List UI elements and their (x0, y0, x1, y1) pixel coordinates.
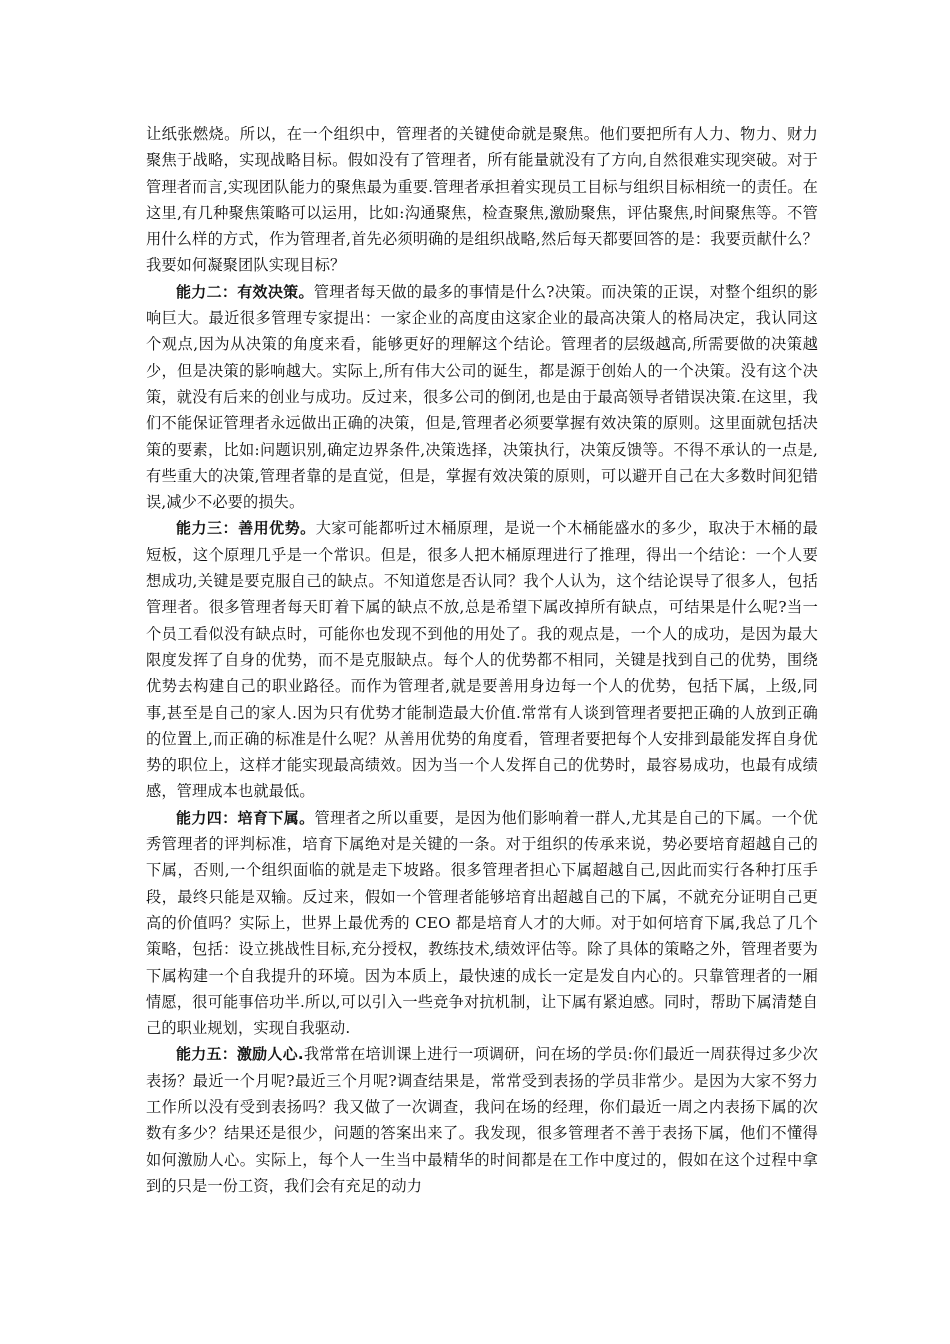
paragraph-heading: 能力二：有效决策。 (176, 282, 314, 301)
paragraph-ability-four (146, 805, 818, 1042)
paragraph-focus-continuation (146, 121, 818, 279)
paragraph-ability-five (146, 1041, 818, 1199)
paragraph-heading: 能力四：培育下属。 (176, 808, 315, 827)
paragraph-heading: 能力三：善用优势。 (176, 519, 316, 538)
paragraph-text: 让纸张燃烧。所以，在一个组织中，管理者的关键使命就是聚焦。他们要把所有人力、物力、财力聚焦于战略，实现战略目标。假如没有了管理者，所有能量就没有了方向,自然很难实现突破。对于管理者而言,实现团队能力的聚焦最为重要.管理者承担着实现员工目标与组织目标相统一的责任。在这里,有几种聚焦策略可以运用，比如:沟通聚焦，检查聚焦,激励聚焦，评估聚焦,时间聚焦等。不管用什么样的方式，作为管理者,首先必须明确的是组织战略,然后每天都要回答的是：我要贡献什么？我要如何凝聚团队实现目标？ (146, 125, 818, 275)
paragraph-ability-two (146, 279, 818, 516)
paragraph-text: 管理者每天做的最多的事情是什么?决策。而决策的正误，对整个组织的影响巨大。最近很多管理专家提出：一家企业的高度由这家企业的最高决策人的格局决定，我认同这个观点,因为从决策的角度来看，能够更好的理解这个结论。管理者的层级越高,所需要做的决策越少，但是决策的影响越大。实际上,所有伟大公司的诞生，都是源于创始人的一个决策。没有这个决策，就没有后来的创业与成功。反过来，很多公司的倒闭,也是由于最高领导者错误决策.在这里，我们不能保证管理者永远做出正确的决策，但是,管理者必须要掌握有效决策的原则。这里面就包括决策的要素，比如:问题识别,确定边界条件,决策选择，决策执行，决策反馈等。不得不承认的一点是,有些重大的决策,管理者靠的是直觉，但是，掌握有效决策的原则，可以避开自己在大多数时间犯错误,减少不必要的损失。 (146, 282, 818, 512)
document-body (146, 121, 818, 1199)
paragraph-text: 管理者之所以重要，是因为他们影响着一群人,尤其是自己的下属。一个优秀管理者的评判标准，培育下属绝对是关键的一条。对于组织的传承来说，势必要培育超越自己的下属，否则,一个组织面临的就是走下坡路。很多管理者担心下属超越自己,因此而实行各种打压手段，最终只能是双输。反过来，假如一个管理者能够培育出超越自己的下属，不就充分证明自己更高的价值吗？实际上，世界上最优秀的 CEO 都是培育人才的大师。对于如何培育下属,我总了几个策略，包括：设立挑战性目标,充分授权，教练技术,绩效评估等。除了具体的策略之外，管理者要为下属构建一个自我提升的环境。因为本质上，最快速的成长一定是发自内心的。只靠管理者的一厢情愿，很可能事倍功半.所以,可以引入一些竞争对抗机制，让下属有紧迫感。同时，帮助下属清楚自己的职业规划，实现自我驱动. (146, 808, 818, 1038)
paragraph-text: 大家可能都听过木桶原理，是说一个木桶能盛水的多少，取决于木桶的最短板，这个原理几乎是一个常识。但是，很多人把木桶原理进行了推理，得出一个结论：一个人要想成功,关键是要克服自己的缺点。不知道您是否认同？我个人认为，这个结论误导了很多人，包括管理者。很多管理者每天盯着下属的缺点不放,总是希望下属改掉所有缺点，可结果是什么呢?当一个员工看似没有缺点时，可能你也发现不到他的用处了。我的观点是，一个人的成功，是因为最大限度发挥了自身的优势，而不是克服缺点。每个人的优势都不相同，关键是找到自己的优势，围绕优势去构建自己的职业路径。而作为管理者,就是要善用身边每一个人的优势，包括下属，上级,同事,甚至是自己的家人.因为只有优势才能制造最大价值.常常有人谈到管理者要把正确的人放到正确的位置上,而正确的标准是什么呢？从善用优势的角度看，管理者要把每个人安排到最能发挥自身优势的职位上，这样才能实现最高绩效。因为当一个人发挥自己的优势时，最容易成功，也最有成绩感，管理成本也就最低。 (146, 519, 818, 801)
paragraph-text: 我常常在培训课上进行一项调研，问在场的学员:你们最近一周获得过多少次表扬？最近一个月呢?最近三个月呢?调查结果是，常常受到表扬的学员非常少。是因为大家不努力工作所以没有受到表扬吗？我又做了一次调查，我问在场的经理，你们最近一周之内表扬下属的次数有多少？结果还是很少，问题的答案出来了。我发现，很多管理者不善于表扬下属，他们不懂得如何激励人心。实际上，每个人一生当中最精华的时间都是在工作中度过的，假如在这个过程中拿到的只是一份工资，我们会有充足的动力 (146, 1045, 818, 1195)
paragraph-ability-three (146, 515, 818, 804)
paragraph-heading: 能力五：激励人心. (176, 1045, 304, 1064)
